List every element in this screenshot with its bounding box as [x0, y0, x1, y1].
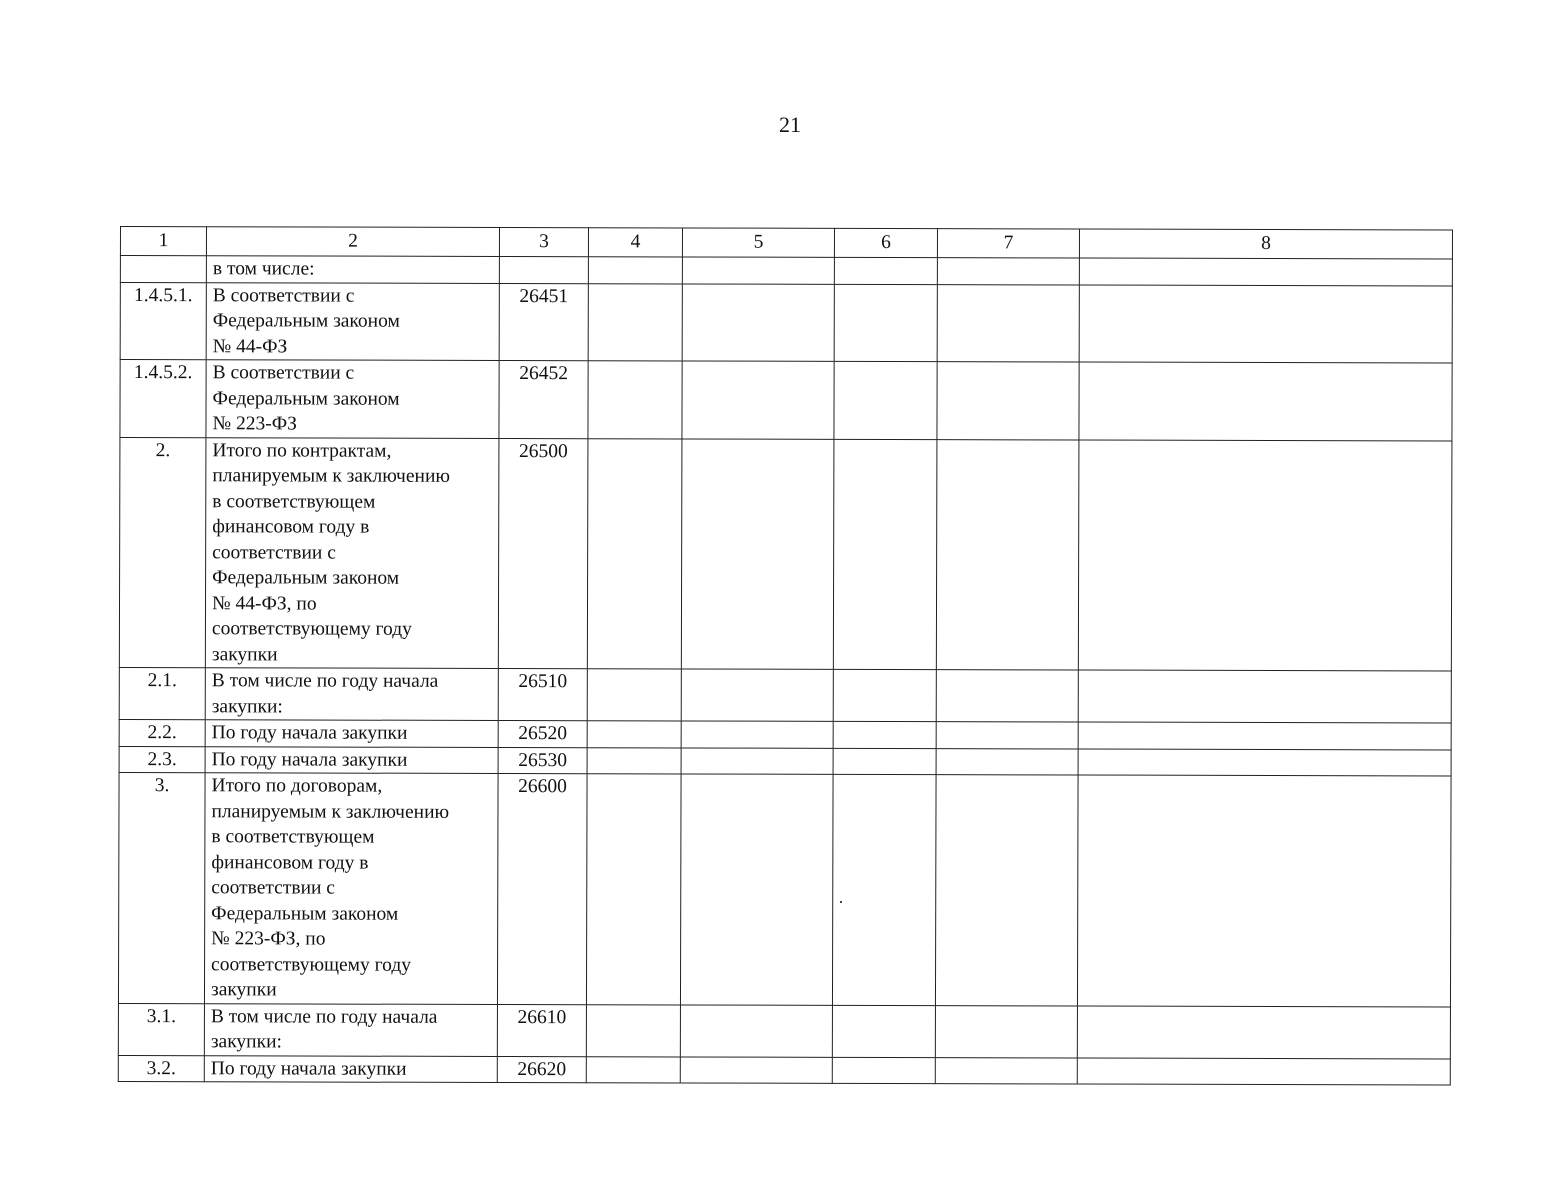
- empty-cell-col-7: [935, 1005, 1077, 1057]
- table-row: [120, 360, 1452, 441]
- empty-cell-col-5: [682, 283, 834, 361]
- empty-cell-col-7: [936, 439, 1079, 670]
- row-name-cell: Итого по контрактам, планируемым к заключению в соответствующем финансовом году в соответствии с Федеральным законом № 44-ФЗ, по соответствующему году закупки: [205, 437, 499, 668]
- row-number-cell: 3.2.: [118, 1055, 204, 1082]
- row-number-cell: 2.: [119, 437, 206, 668]
- row-number-cell: 1.4.5.1.: [120, 282, 206, 360]
- empty-cell-col-6: [833, 669, 936, 721]
- empty-cell-col-5: [681, 721, 833, 748]
- empty-cell-col-8: [1077, 775, 1451, 1006]
- header-cell: 6: [834, 228, 937, 257]
- table-row: [119, 746, 1451, 776]
- row-number-cell: 1.4.5.2.: [120, 360, 206, 438]
- row-code-cell: 26600: [497, 773, 587, 1004]
- header-cell: 7: [937, 229, 1079, 258]
- table-row: [119, 719, 1451, 749]
- table-row: [120, 282, 1452, 363]
- row-code-cell: [499, 256, 588, 283]
- empty-cell-col-7: [937, 284, 1079, 362]
- empty-cell-col-6: [834, 257, 937, 284]
- table-row: [119, 437, 1452, 671]
- row-number-cell: 3.1.: [118, 1003, 204, 1055]
- row-number-cell: 2.3.: [119, 746, 205, 773]
- row-name-cell: В соответствии с Федеральным законом № 44-ФЗ: [206, 282, 499, 360]
- empty-cell-col-8: [1079, 362, 1452, 440]
- row-number-cell: [120, 256, 206, 283]
- header-cell: 2: [206, 227, 499, 257]
- table-header-row: [120, 227, 1452, 259]
- row-code-cell: 26451: [499, 283, 588, 361]
- empty-cell-col-5: [680, 774, 833, 1005]
- row-name-cell: По году начала закупки: [204, 1055, 497, 1082]
- empty-cell-col-5: [682, 361, 834, 439]
- row-code-cell: 26452: [499, 360, 588, 438]
- header-cell: 1: [120, 227, 206, 256]
- row-name-cell: в том числе:: [206, 256, 499, 283]
- empty-cell-col-6: [833, 748, 936, 775]
- empty-cell-col-4: [588, 283, 682, 361]
- empty-cell-col-5: [681, 747, 833, 774]
- table-row: [118, 772, 1451, 1006]
- empty-cell-col-5: [682, 257, 834, 284]
- empty-cell-col-4: [587, 747, 681, 774]
- empty-cell-col-5: [681, 438, 834, 669]
- empty-cell-col-5: [680, 1056, 832, 1083]
- row-name-cell: Итого по договорам, планируемым к заключению в соответствующем финансовом году в соответствии с Федеральным законом № 223-ФЗ, по соответствующему году закупки: [204, 773, 498, 1004]
- header-cell: 3: [499, 227, 588, 256]
- row-name-cell: В том числе по году начала закупки:: [205, 668, 498, 721]
- empty-cell-col-8: [1078, 722, 1451, 749]
- header-cell: 8: [1079, 229, 1452, 259]
- empty-cell-col-7: [936, 748, 1078, 775]
- row-name-cell: В соответствии с Федеральным законом № 223-ФЗ: [206, 360, 499, 438]
- row-name-cell: По году начала закупки: [205, 720, 498, 747]
- header-cell: 4: [588, 228, 682, 257]
- empty-cell-col-4: [587, 438, 682, 669]
- empty-cell-col-6: [833, 721, 936, 748]
- table-row: [120, 256, 1452, 286]
- row-name-cell: По году начала закупки: [205, 746, 498, 773]
- empty-cell-col-8: [1078, 749, 1451, 776]
- row-code-cell: 26620: [497, 1056, 586, 1083]
- empty-cell-col-4: [586, 1004, 680, 1056]
- table-row: [118, 1003, 1450, 1058]
- empty-cell-col-5: [680, 1004, 832, 1056]
- empty-cell-col-7: [937, 362, 1079, 440]
- empty-cell-col-7: [936, 722, 1078, 749]
- empty-cell-col-4: [586, 774, 681, 1005]
- row-code-cell: 26520: [498, 720, 587, 747]
- table-row: [118, 1055, 1450, 1085]
- empty-cell-col-8: [1078, 670, 1451, 723]
- row-number-cell: 3.: [118, 772, 205, 1003]
- row-number-cell: 2.1.: [119, 667, 205, 719]
- empty-cell-col-4: [586, 1056, 680, 1083]
- empty-cell-col-8: [1079, 258, 1452, 285]
- empty-cell-col-4: [588, 361, 682, 439]
- empty-cell-col-8: [1077, 1058, 1450, 1085]
- empty-cell-col-8: [1077, 1006, 1450, 1059]
- table-row: [119, 667, 1451, 722]
- scan-speck: [840, 901, 842, 903]
- empty-cell-col-6: [832, 1057, 935, 1084]
- row-number-cell: 2.2.: [119, 719, 205, 746]
- empty-cell-col-6: [832, 1005, 935, 1057]
- empty-cell-col-7: [936, 670, 1078, 722]
- empty-cell-col-4: [587, 721, 681, 748]
- row-code-cell: 26510: [498, 668, 587, 720]
- empty-cell-col-4: [587, 669, 681, 721]
- empty-cell-col-8: [1079, 285, 1452, 363]
- empty-cell-col-7: [935, 1057, 1077, 1084]
- empty-cell-col-5: [681, 669, 833, 721]
- empty-cell-col-6: [834, 284, 937, 362]
- empty-cell-col-7: [935, 775, 1078, 1006]
- row-code-cell: 26500: [498, 438, 588, 669]
- row-name-cell: В том числе по году начала закупки:: [204, 1003, 497, 1056]
- empty-cell-col-4: [588, 257, 682, 284]
- page-number: 21: [779, 112, 801, 137]
- row-code-cell: 26530: [498, 747, 587, 774]
- report-table: [118, 226, 1453, 1085]
- header-cell: 5: [682, 228, 834, 257]
- row-code-cell: 26610: [497, 1004, 586, 1056]
- empty-cell-col-7: [937, 258, 1079, 285]
- empty-cell-col-6: [833, 439, 937, 670]
- empty-cell-col-8: [1078, 440, 1452, 671]
- empty-cell-col-6: [832, 774, 936, 1005]
- empty-cell-col-6: [834, 361, 937, 439]
